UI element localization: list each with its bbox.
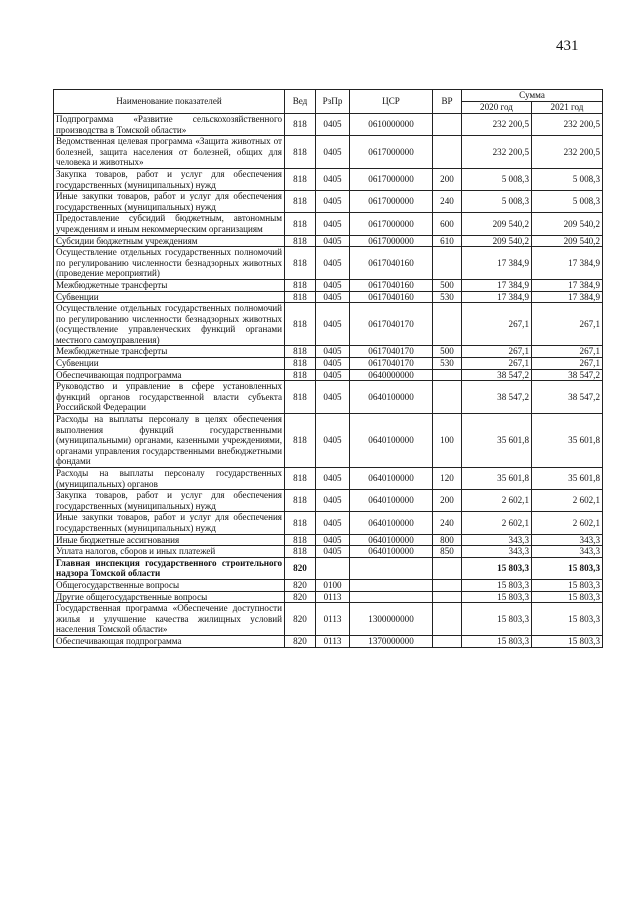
table-row [54, 213, 603, 235]
row-vr: 200 [433, 490, 462, 512]
row-sum-2021: 15 803,3 [532, 635, 603, 647]
row-csr: 0617040160 [350, 279, 433, 291]
row-sum-2020: 209 540,2 [462, 235, 532, 247]
row-rzpr: 0405 [316, 381, 350, 414]
table-row [54, 534, 603, 546]
row-ved: 820 [285, 635, 316, 647]
row-sum-2021: 267,1 [532, 358, 603, 370]
row-csr [350, 591, 433, 603]
row-sum-2021: 35 601,8 [532, 414, 603, 468]
row-csr: 0640100000 [350, 468, 433, 490]
row-ved: 818 [285, 546, 316, 558]
row-ved: 818 [285, 235, 316, 247]
row-sum-2020: 267,1 [462, 346, 532, 358]
row-ved: 818 [285, 414, 316, 468]
row-csr: 0610000000 [350, 114, 433, 136]
row-vr [433, 136, 462, 169]
row-rzpr: 0405 [316, 358, 350, 370]
row-name: Расходы на выплаты персоналу в целях обеспечения выполнения функций государственными (муниципальными) органами, казенными учреждениями, органами управления государственными внебюджетными фондами [54, 414, 285, 468]
row-sum-2020: 38 547,2 [462, 369, 532, 381]
row-name: Расходы на выплаты персоналу государственных (муниципальных) органов [54, 468, 285, 490]
row-ved: 818 [285, 213, 316, 235]
row-sum-2020: 2 602,1 [462, 490, 532, 512]
row-csr [350, 557, 433, 579]
row-rzpr: 0405 [316, 279, 350, 291]
row-name: Субвенции [54, 291, 285, 303]
row-rzpr: 0405 [316, 168, 350, 190]
row-name: Межбюджетные трансферты [54, 346, 285, 358]
row-sum-2020: 17 384,9 [462, 247, 532, 280]
row-csr: 0640100000 [350, 490, 433, 512]
header-rzpr: РзПр [316, 90, 350, 114]
row-ved: 818 [285, 136, 316, 169]
table-row [54, 279, 603, 291]
row-vr [433, 381, 462, 414]
row-sum-2021: 38 547,2 [532, 381, 603, 414]
row-sum-2021: 267,1 [532, 346, 603, 358]
row-ved: 818 [285, 381, 316, 414]
header-csr: ЦСР [350, 90, 433, 114]
row-csr: 1370000000 [350, 635, 433, 647]
table-row [54, 557, 603, 579]
table-row [54, 247, 603, 280]
row-name: Осуществление отдельных государственных полномочий по регулированию численности безнадзорных животных (проведение мероприятий) [54, 247, 285, 280]
row-rzpr: 0405 [316, 414, 350, 468]
row-csr: 0617000000 [350, 213, 433, 235]
row-name: Обеспечивающая подпрограмма [54, 369, 285, 381]
row-sum-2020: 209 540,2 [462, 213, 532, 235]
row-vr: 610 [433, 235, 462, 247]
row-sum-2021: 17 384,9 [532, 247, 603, 280]
row-name: Субсидии бюджетным учреждениям [54, 235, 285, 247]
row-sum-2020: 17 384,9 [462, 291, 532, 303]
table-row [54, 414, 603, 468]
table-row [54, 381, 603, 414]
table-row [54, 136, 603, 169]
row-rzpr: 0405 [316, 291, 350, 303]
row-rzpr: 0113 [316, 635, 350, 647]
row-ved: 818 [285, 291, 316, 303]
row-vr [433, 603, 462, 636]
header-sum: Сумма [462, 90, 603, 102]
row-ved: 818 [285, 512, 316, 534]
row-name: Другие общегосударственные вопросы [54, 591, 285, 603]
row-name: Иные закупки товаров, работ и услуг для обеспечения государственных (муниципальных) нужд [54, 512, 285, 534]
row-rzpr [316, 557, 350, 579]
row-rzpr: 0405 [316, 490, 350, 512]
page-number: 431 [556, 38, 579, 54]
row-csr: 0640100000 [350, 534, 433, 546]
row-sum-2020: 267,1 [462, 358, 532, 370]
row-name: Закупка товаров, работ и услуг для обеспечения государственных (муниципальных) нужд [54, 490, 285, 512]
table-row [54, 635, 603, 647]
row-csr [350, 579, 433, 591]
table-body [54, 114, 603, 648]
row-vr [433, 591, 462, 603]
row-name: Субвенции [54, 358, 285, 370]
row-rzpr: 0113 [316, 591, 350, 603]
header-year-2020: 2020 год [462, 102, 532, 114]
row-name: Общегосударственные вопросы [54, 579, 285, 591]
row-sum-2020: 15 803,3 [462, 557, 532, 579]
row-name: Руководство и управление в сфере установленных функций органов государственной власти субъекта Российской Федерации [54, 381, 285, 414]
row-rzpr: 0405 [316, 369, 350, 381]
row-sum-2021: 15 803,3 [532, 557, 603, 579]
row-ved: 818 [285, 114, 316, 136]
row-name: Иные бюджетные ассигнования [54, 534, 285, 546]
row-csr: 0617040160 [350, 247, 433, 280]
row-vr [433, 247, 462, 280]
row-csr: 0640100000 [350, 381, 433, 414]
table-row [54, 490, 603, 512]
table-row [54, 191, 603, 213]
row-sum-2021: 15 803,3 [532, 591, 603, 603]
row-sum-2020: 5 008,3 [462, 168, 532, 190]
row-sum-2021: 17 384,9 [532, 291, 603, 303]
row-ved: 820 [285, 603, 316, 636]
row-name: Межбюджетные трансферты [54, 279, 285, 291]
row-sum-2020: 15 803,3 [462, 579, 532, 591]
row-ved: 818 [285, 369, 316, 381]
row-rzpr: 0405 [316, 303, 350, 346]
row-ved: 820 [285, 557, 316, 579]
row-vr [433, 557, 462, 579]
row-csr: 0640100000 [350, 512, 433, 534]
row-vr: 500 [433, 279, 462, 291]
header-ved: Вед [285, 90, 316, 114]
row-name: Уплата налогов, сборов и иных платежей [54, 546, 285, 558]
row-sum-2020: 15 803,3 [462, 591, 532, 603]
row-vr: 530 [433, 291, 462, 303]
row-sum-2021: 15 803,3 [532, 603, 603, 636]
table-row [54, 579, 603, 591]
table-row [54, 168, 603, 190]
row-csr: 0617040170 [350, 358, 433, 370]
row-sum-2021: 17 384,9 [532, 279, 603, 291]
row-ved: 818 [285, 358, 316, 370]
row-csr: 0640100000 [350, 414, 433, 468]
row-ved: 818 [285, 247, 316, 280]
row-vr: 850 [433, 546, 462, 558]
row-sum-2020: 5 008,3 [462, 191, 532, 213]
budget-table [53, 89, 603, 648]
row-sum-2021: 38 547,2 [532, 369, 603, 381]
row-sum-2021: 232 200,5 [532, 114, 603, 136]
row-sum-2021: 343,3 [532, 546, 603, 558]
table-row [54, 358, 603, 370]
table-row [54, 291, 603, 303]
row-sum-2021: 15 803,3 [532, 579, 603, 591]
row-name: Главная инспекция государственного строительного надзора Томской области [54, 557, 285, 579]
row-vr [433, 114, 462, 136]
row-name: Иные закупки товаров, работ и услуг для обеспечения государственных (муниципальных) нужд [54, 191, 285, 213]
header-year-2021: 2021 год [532, 102, 603, 114]
table-row [54, 512, 603, 534]
row-name: Государственная программа «Обеспечение доступности жилья и улучшение качества жилищных условий населения Томской области» [54, 603, 285, 636]
row-vr [433, 369, 462, 381]
row-csr: 0617000000 [350, 235, 433, 247]
row-rzpr: 0405 [316, 213, 350, 235]
row-sum-2021: 209 540,2 [532, 213, 603, 235]
row-name: Подпрограмма «Развитие сельскохозяйственного производства в Томской области» [54, 114, 285, 136]
row-ved: 818 [285, 303, 316, 346]
row-csr: 0640000000 [350, 369, 433, 381]
row-rzpr: 0405 [316, 468, 350, 490]
row-sum-2020: 232 200,5 [462, 114, 532, 136]
row-csr: 0617000000 [350, 136, 433, 169]
table-row [54, 546, 603, 558]
table-row [54, 369, 603, 381]
row-sum-2020: 15 803,3 [462, 635, 532, 647]
row-csr: 0617000000 [350, 168, 433, 190]
row-sum-2020: 232 200,5 [462, 136, 532, 169]
row-sum-2021: 5 008,3 [532, 191, 603, 213]
row-name: Осуществление отдельных государственных полномочий по регулированию численности безнадзорных животных (осуществление управленческих функций органами местного самоуправления) [54, 303, 285, 346]
row-name: Обеспечивающая подпрограмма [54, 635, 285, 647]
row-ved: 818 [285, 534, 316, 546]
row-rzpr: 0113 [316, 603, 350, 636]
row-ved: 818 [285, 346, 316, 358]
row-rzpr: 0405 [316, 546, 350, 558]
row-csr: 0617000000 [350, 191, 433, 213]
row-vr: 530 [433, 358, 462, 370]
row-sum-2021: 232 200,5 [532, 136, 603, 169]
row-sum-2021: 209 540,2 [532, 235, 603, 247]
header-name: Наименование показателей [54, 90, 285, 114]
row-vr: 200 [433, 168, 462, 190]
row-vr: 240 [433, 512, 462, 534]
row-ved: 818 [285, 168, 316, 190]
row-rzpr: 0405 [316, 247, 350, 280]
row-rzpr: 0405 [316, 235, 350, 247]
row-vr [433, 635, 462, 647]
row-sum-2021: 343,3 [532, 534, 603, 546]
row-csr: 0617040170 [350, 303, 433, 346]
row-vr: 600 [433, 213, 462, 235]
row-rzpr: 0405 [316, 346, 350, 358]
row-vr [433, 303, 462, 346]
row-ved: 820 [285, 579, 316, 591]
row-rzpr: 0405 [316, 114, 350, 136]
row-sum-2020: 267,1 [462, 303, 532, 346]
row-vr: 120 [433, 468, 462, 490]
row-vr: 500 [433, 346, 462, 358]
row-rzpr: 0405 [316, 512, 350, 534]
row-ved: 818 [285, 468, 316, 490]
row-rzpr: 0405 [316, 534, 350, 546]
row-rzpr: 0405 [316, 191, 350, 213]
row-sum-2021: 2 602,1 [532, 512, 603, 534]
row-ved: 820 [285, 591, 316, 603]
row-sum-2020: 343,3 [462, 546, 532, 558]
row-sum-2021: 35 601,8 [532, 468, 603, 490]
row-name: Предоставление субсидий бюджетным, автономным учреждениям и иным некоммерческим организациям [54, 213, 285, 235]
row-sum-2021: 5 008,3 [532, 168, 603, 190]
row-sum-2020: 35 601,8 [462, 468, 532, 490]
row-csr: 0617040160 [350, 291, 433, 303]
row-rzpr: 0100 [316, 579, 350, 591]
row-vr: 240 [433, 191, 462, 213]
table-row [54, 603, 603, 636]
table-row [54, 591, 603, 603]
row-sum-2021: 2 602,1 [532, 490, 603, 512]
row-sum-2020: 38 547,2 [462, 381, 532, 414]
row-sum-2020: 343,3 [462, 534, 532, 546]
row-vr [433, 579, 462, 591]
row-ved: 818 [285, 191, 316, 213]
table-row [54, 346, 603, 358]
row-ved: 818 [285, 279, 316, 291]
row-vr: 800 [433, 534, 462, 546]
row-sum-2020: 2 602,1 [462, 512, 532, 534]
row-ved: 818 [285, 490, 316, 512]
row-vr: 100 [433, 414, 462, 468]
table-row [54, 235, 603, 247]
table-row [54, 303, 603, 346]
row-csr: 0617040170 [350, 346, 433, 358]
row-csr: 0640100000 [350, 546, 433, 558]
row-csr: 1300000000 [350, 603, 433, 636]
row-name: Ведомственная целевая программа «Защита животных от болезней, защита населения от болезней, общих для человека и животных» [54, 136, 285, 169]
row-sum-2021: 267,1 [532, 303, 603, 346]
row-rzpr: 0405 [316, 136, 350, 169]
row-sum-2020: 35 601,8 [462, 414, 532, 468]
row-name: Закупка товаров, работ и услуг для обеспечения государственных (муниципальных) нужд [54, 168, 285, 190]
row-sum-2020: 15 803,3 [462, 603, 532, 636]
table-row [54, 468, 603, 490]
header-vr: ВР [433, 90, 462, 114]
table-row [54, 114, 603, 136]
row-sum-2020: 17 384,9 [462, 279, 532, 291]
